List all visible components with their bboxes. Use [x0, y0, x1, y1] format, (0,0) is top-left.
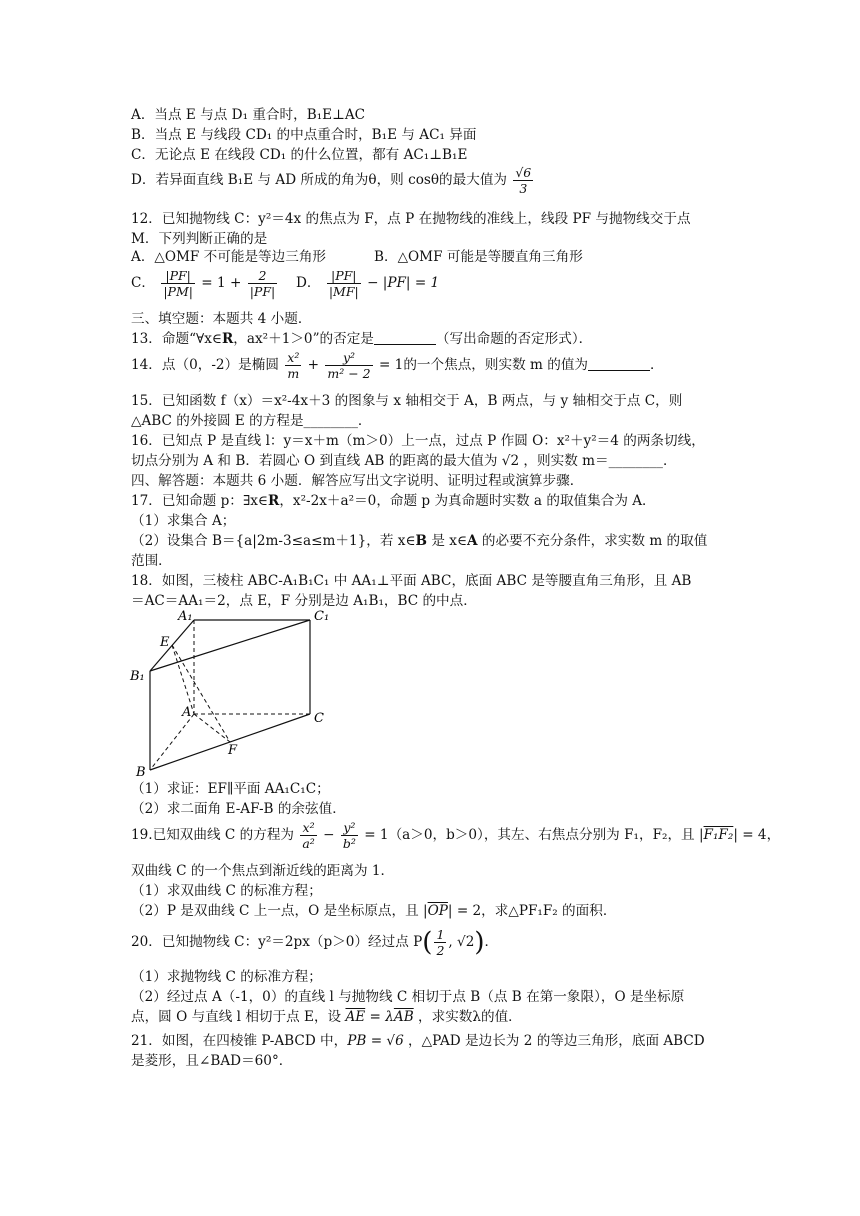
q13-text: 13．命题“∀x∈ [131, 331, 222, 347]
fraction-numerator: x² [300, 820, 316, 836]
q20-stem [131, 924, 498, 961]
fraction-denominator: a² [302, 836, 315, 851]
fraction-denominator: |PF| [249, 284, 276, 299]
q18-part1: （1）求证：EF∥平面 AA₁C₁C； [131, 781, 330, 797]
label-C1: C₁ [314, 609, 330, 624]
fraction-numerator: √6 [515, 165, 532, 180]
q19-text: | = 2，求△PF₁F₂ 的面积． [447, 903, 617, 919]
label-B: B [136, 765, 146, 780]
q11-option-c: C．无论点 E 在线段 CD₁ 的什么位置，都有 AC₁⊥B₁E [131, 147, 468, 163]
prism-figure [128, 604, 348, 780]
formula-text: + [307, 357, 320, 373]
q17-part2 [131, 532, 707, 550]
fraction-numerator: 2 [248, 268, 278, 284]
fraction-numerator: |PF| [327, 268, 361, 284]
fraction-numerator: y² [325, 350, 372, 366]
fraction-denominator: b² [342, 836, 356, 851]
q21-formula: PB = √6 [347, 1033, 404, 1049]
q16-line1: 16．已知点 P 是直线 l：y＝x＋m（m＞0）上一点，过点 P 作圆 O：x²＋y²＝4 的两条切线， [131, 433, 705, 449]
label-A: A [182, 705, 192, 720]
q19-text: （2）P 是双曲线 C 上一点，O 是坐标原点，且 | [131, 903, 428, 919]
q21-line2: 是菱形，且∠BAD＝60°． [131, 1053, 293, 1069]
q17-text: ，x²-2x＋a²＝0，命题 p 为真命题时实数 a 的取值集合为 A． [279, 493, 656, 509]
option-label: D． [296, 275, 321, 291]
q14 [131, 348, 664, 382]
q20-part2-line1: （2）经过点 A（-1，0）的直线 l 与抛物线 C 相切于点 B（点 B 在第一象限），O 是坐标原 [131, 989, 685, 1005]
section-solutions-heading: 四、解答题：本题共 6 小题．解答应写出文字说明、证明过程或演算步骤． [131, 473, 584, 489]
q13-text: （写出命题的否定形式）． [435, 331, 593, 347]
formula-fraction [327, 268, 361, 299]
label-C: C [314, 711, 324, 726]
label-A1: A₁ [178, 609, 193, 624]
q20-text: ，求实数λ的值． [413, 1009, 522, 1025]
q11-option-d [131, 164, 535, 196]
formula-fraction [248, 268, 278, 299]
q12-option-a: A．△OMF 不可能是等边三角形 [131, 249, 327, 265]
q14-text: 14．点（0，-2）是椭圆 [131, 357, 279, 373]
q14-text: ． [650, 357, 664, 373]
vector-AE: $\overline{AE}$ [345, 1009, 366, 1025]
label-E: E [160, 635, 170, 650]
q18-line2: ＝AC＝AA₁＝2，点 E，F 分别是边 A₁B₁，BC 的中点． [131, 593, 477, 609]
q17-text: 17．已知命题 p：∃x∈ [131, 493, 268, 509]
q17-part1: （1）求集合 A； [131, 513, 236, 529]
q16-line2: 切点分别为 A 和 B．若圆心 O 到直线 AB 的距离的最大值为 √2 ，则实数 m＝________． [131, 453, 677, 469]
q13 [131, 330, 592, 348]
formula-fraction [325, 350, 372, 381]
q17-part2-cont: 范围． [131, 553, 172, 569]
fraction-denominator: |PM| [163, 284, 193, 299]
formula-text: = 1 + [201, 275, 242, 291]
fraction-denominator: 2 [436, 943, 445, 958]
q19-part2 [131, 902, 616, 920]
q21-text: 21．如图，在四棱锥 P-ABCD 中， [131, 1033, 348, 1049]
q17-text: （2）设集合 B＝{a|2m-3≤a≤m＋1}，若 x∈ [131, 533, 416, 549]
fraction-denominator: m² − 2 [327, 366, 371, 381]
option-label: C． [131, 275, 155, 291]
q12-stem-line2: M．下列判断正确的是 [131, 231, 268, 247]
q19-stem [131, 818, 780, 852]
formula-fraction [341, 820, 358, 851]
q15-line1: 15．已知函数 f（x）＝x²-4x＋3 的图象与 x 轴相交于 A，B 两点，与 y 轴相交于点 C，则 [131, 393, 683, 409]
q17-text: 是 x∈ [427, 533, 468, 549]
vector-AB: $\overline{AB}$ [393, 1009, 414, 1025]
formula-text: = 1 [378, 357, 404, 373]
q20-part1: （1）求抛物线 C 的标准方程； [131, 969, 322, 985]
q20-text: 20．已知抛物线 C：y²＝2px（p＞0）经过点 P [131, 934, 423, 950]
vector-OP: $\overline{OP}$ [427, 903, 448, 919]
answer-blank [374, 332, 436, 345]
formula-fraction [300, 820, 316, 851]
q21-text: ，△PAD 是边长为 2 的等边三角形，底面 ABCD [403, 1033, 705, 1049]
paren-right: ) [474, 927, 485, 958]
q14-text: 的一个焦点，则实数 m 的值为 [403, 357, 589, 373]
fraction-denominator: m [287, 366, 300, 381]
formula-fraction [434, 927, 446, 958]
q19-part1: （1）求双曲线 C 的标准方程； [131, 883, 322, 899]
formula-text: − [323, 827, 335, 843]
q20-text: = λ [365, 1009, 394, 1025]
q20-text: ． [484, 934, 499, 950]
fraction-numerator: x² [287, 350, 300, 365]
fraction-numerator: 1 [436, 927, 445, 942]
q13-text: ，ax²＋1＞0”的否定是 [233, 331, 374, 347]
q20-text: , √2 [448, 934, 475, 950]
formula-fraction [285, 350, 301, 381]
label-B1: B₁ [130, 669, 145, 684]
q11-option-b: B．当点 E 与线段 CD₁ 的中点重合时，B₁E 与 AC₁ 异面 [131, 127, 477, 143]
answer-blank [588, 358, 650, 371]
fraction-denominator: |MF| [328, 284, 359, 299]
q17-text: 的必要不充分条件，求实数 m 的取值 [477, 533, 708, 549]
q20-part2-line2 [131, 1008, 522, 1026]
q15-line2: △ABC 的外接圆 E 的方程是________． [131, 413, 372, 429]
set-R: R [268, 493, 280, 509]
q12-option-d [296, 266, 439, 300]
fraction-denominator: 3 [519, 181, 528, 196]
paren-left: ( [422, 927, 433, 958]
formula-fraction [161, 268, 195, 299]
set-R: R [221, 331, 234, 347]
q18-line1: 18．如图，三棱柱 ABC-A₁B₁C₁ 中 AA₁⊥平面 ABC，底面 ABC 是等腰直角三角形，且 AB [131, 573, 692, 589]
q11-option-a: A．当点 E 与点 D₁ 重合时，B₁E⊥AC [131, 107, 366, 123]
fraction-numerator: y² [341, 820, 358, 836]
formula-text: − |PF| = 1 [367, 275, 440, 291]
vector-F1F2: F₁F₂ [703, 827, 734, 843]
q11-option-d-fraction [513, 165, 533, 196]
set-B: B [415, 533, 428, 549]
q12-option-c [131, 266, 279, 300]
q19-text: 19.已知双曲线 C 的方程为 [131, 827, 295, 843]
section-fill-in-heading: 三、填空题：本题共 4 小题． [131, 311, 312, 327]
q19-text: = 1（a＞0，b＞0），其左、右焦点分别为 F₁，F₂，且 | [364, 827, 704, 843]
q19-line2: 双曲线 C 的一个焦点到渐近线的距离为 1． [131, 863, 395, 879]
set-A: A [467, 533, 478, 549]
q21-line1 [131, 1032, 705, 1050]
q17-stem [131, 492, 656, 510]
fraction-numerator: |PF| [161, 268, 195, 284]
q11-option-d-text: D．若异面直线 B₁E 与 AD 所成的角为θ，则 cosθ的最大值为 [131, 172, 508, 188]
q18-part2: （2）求二面角 E-AF-B 的余弦值． [131, 801, 346, 817]
q12-stem-line1: 12．已知抛物线 C：y²＝4x 的焦点为 F，点 P 在抛物线的准线上，线段 PF 与抛物线交于点 [131, 211, 691, 227]
label-F: F [228, 743, 238, 758]
q12-option-b: B．△OMF 可能是等腰直角三角形 [374, 249, 583, 265]
q20-text: 点，圆 O 与直线 l 相切于点 E，设 [131, 1009, 346, 1025]
q19-text: | = 4， [733, 827, 781, 843]
